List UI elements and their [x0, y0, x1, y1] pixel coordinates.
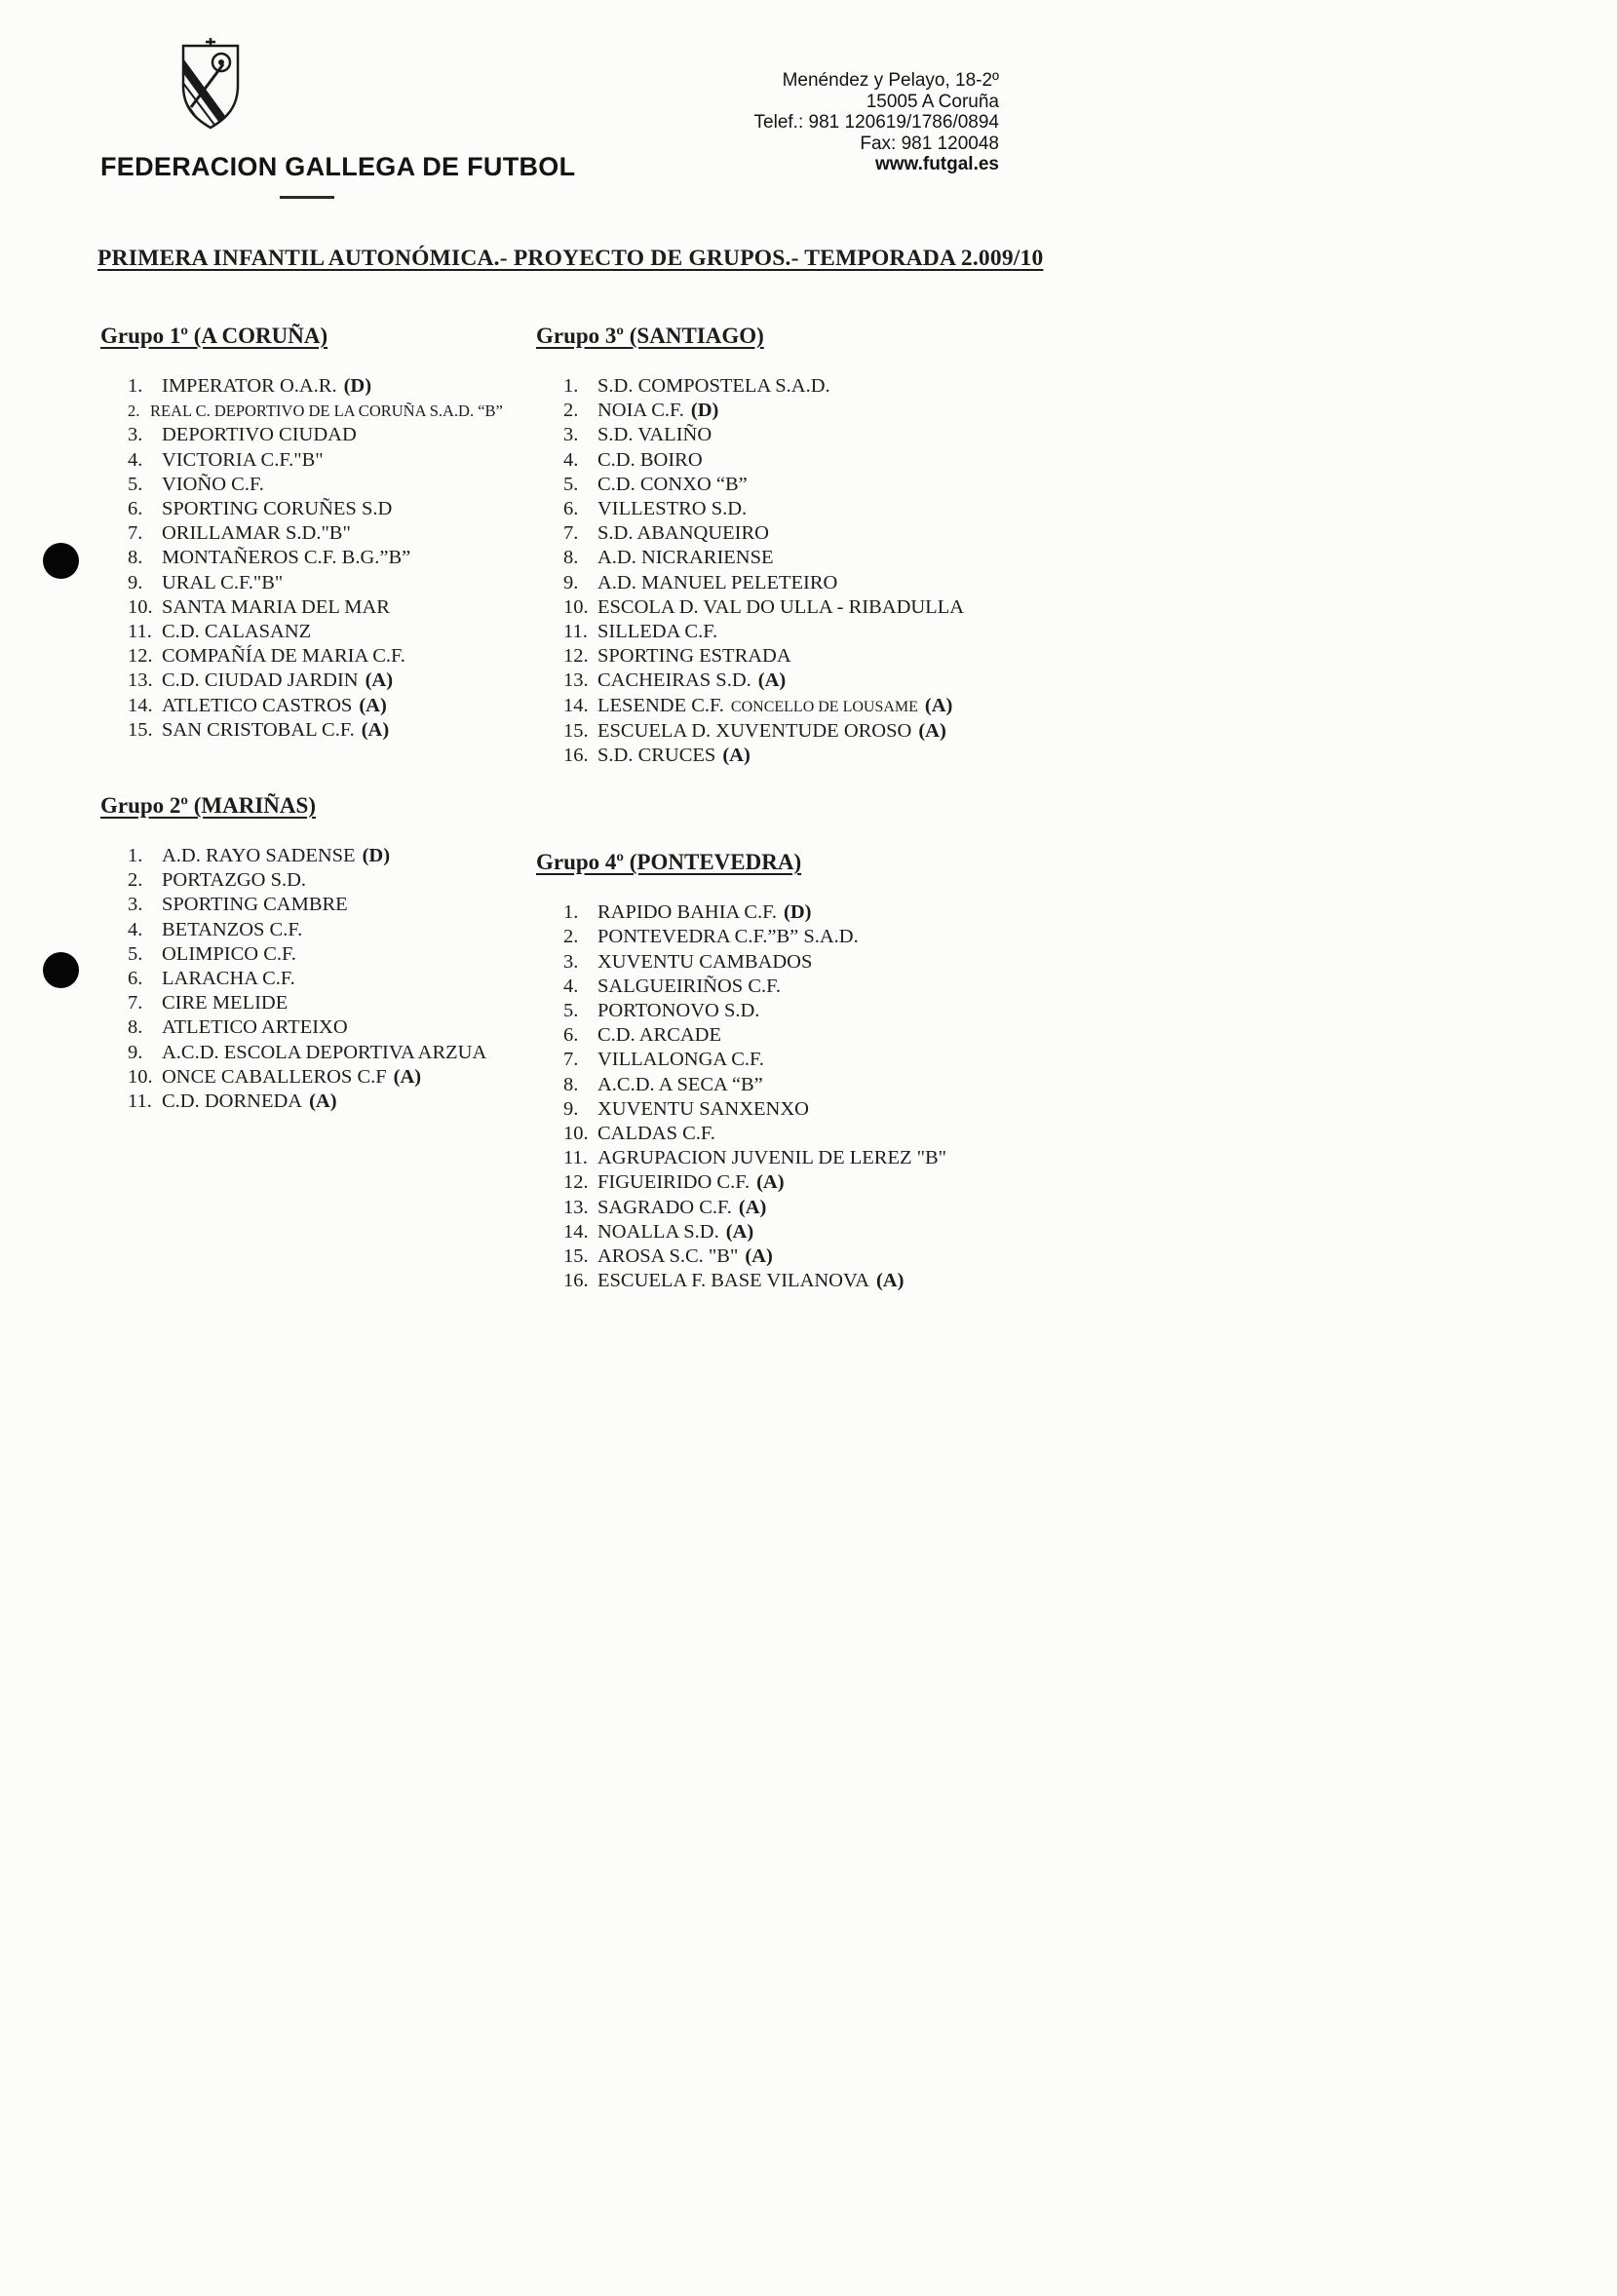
team-number: 15. — [128, 718, 153, 741]
team-name: A.D. NICRARIENSE — [597, 547, 774, 569]
team-number: 8. — [563, 547, 579, 569]
team-row — [563, 900, 1062, 925]
org-name-underline — [280, 196, 334, 199]
hole-punch — [43, 543, 79, 579]
team-row — [128, 473, 549, 497]
team-row — [563, 497, 1062, 521]
website-text: www.futgal.es — [874, 154, 999, 174]
team-row — [563, 448, 1062, 473]
team-number: 6. — [563, 1024, 579, 1047]
team-row — [563, 423, 1062, 447]
team-name: ATLETICO CASTROS — [162, 694, 353, 716]
team-row — [128, 918, 549, 942]
team-name: FIGUEIRIDO C.F. — [597, 1171, 751, 1194]
team-category-badge: (A) — [359, 694, 387, 716]
team-name: SPORTING CORUÑES S.D — [162, 498, 393, 520]
team-row — [128, 448, 549, 473]
team-category-badge: (D) — [784, 901, 812, 924]
team-number: 15. — [563, 719, 589, 742]
team-row — [128, 1090, 549, 1114]
team-name: ESCOLA D. VAL DO ULLA - RIBADULLA — [597, 595, 965, 618]
team-list-4 — [536, 900, 1062, 1293]
team-row — [563, 694, 1062, 719]
team-name: VILLESTRO S.D. — [597, 498, 748, 520]
fax-line: Fax: 981 120048 — [860, 133, 999, 154]
group-heading-2: Grupo 2º (MARIÑAS) — [100, 793, 316, 819]
team-name: PORTONOVO S.D. — [597, 1000, 760, 1022]
team-row — [563, 1122, 1062, 1146]
team-name: COMPAÑÍA DE MARIA C.F. — [162, 645, 405, 668]
team-name: A.C.D. ESCOLA DEPORTIVA ARZUA — [162, 1041, 487, 1063]
team-list-1 — [100, 374, 549, 743]
left-column — [100, 322, 549, 1114]
team-name: C.D. CONXO “B” — [597, 473, 748, 495]
team-number: 13. — [563, 1196, 589, 1218]
team-name: VILLALONGA C.F. — [597, 1049, 764, 1071]
team-number: 8. — [128, 1016, 143, 1039]
team-category-badge: (A) — [745, 1245, 773, 1268]
team-category-badge: (A) — [309, 1091, 337, 1113]
team-row — [128, 967, 549, 991]
team-name: C.D. DORNEDA — [162, 1091, 303, 1113]
team-name: SALGUEIRIÑOS C.F. — [597, 975, 782, 997]
team-category-badge: (A) — [738, 1196, 767, 1218]
team-row — [128, 374, 549, 399]
team-name: VICTORIA C.F."B" — [162, 448, 324, 471]
team-number: 13. — [563, 670, 589, 692]
team-name: S.D. ABANQUEIRO — [597, 522, 769, 545]
team-category-badge: (A) — [875, 1270, 905, 1292]
team-name: XUVENTU SANXENXO — [597, 1097, 809, 1120]
team-number: 5. — [563, 473, 579, 495]
team-number: 1. — [563, 901, 579, 924]
team-number: 10. — [563, 1123, 589, 1145]
team-number: 8. — [563, 1073, 579, 1095]
team-row — [563, 719, 1062, 744]
team-list-2 — [100, 844, 549, 1114]
team-row — [563, 1048, 1062, 1072]
team-row — [563, 1269, 1062, 1293]
team-row — [128, 595, 549, 620]
team-row — [128, 844, 549, 868]
team-number: 5. — [128, 473, 143, 495]
federation-crest-icon — [178, 37, 243, 133]
team-category-badge: (A) — [756, 1171, 785, 1194]
team-row — [128, 620, 549, 644]
group-section-3 — [536, 322, 1062, 768]
team-number: 12. — [563, 1171, 589, 1194]
team-number: 10. — [128, 595, 153, 618]
team-name: LESENDE C.F. — [597, 694, 724, 716]
team-number: 9. — [128, 571, 143, 593]
contact-block — [643, 70, 999, 175]
team-number: 2. — [128, 402, 140, 421]
team-name: DEPORTIVO CIUDAD — [162, 424, 357, 446]
team-name: SANTA MARIA DEL MAR — [162, 595, 390, 618]
group-heading-1: Grupo 1º (A CORUÑA) — [100, 324, 328, 348]
team-number: 10. — [128, 1065, 153, 1088]
team-row — [563, 1097, 1062, 1122]
team-number: 1. — [128, 845, 143, 867]
team-name: SPORTING ESTRADA — [597, 645, 791, 668]
team-category-badge: (D) — [343, 375, 372, 397]
team-row — [128, 497, 549, 521]
team-name: ORILLAMAR S.D."B" — [162, 522, 351, 545]
team-number: 1. — [128, 375, 143, 397]
team-row — [563, 620, 1062, 644]
team-number: 2. — [563, 400, 579, 422]
team-number: 5. — [563, 1000, 579, 1022]
team-number: 11. — [128, 621, 152, 643]
team-name: CACHEIRAS S.D. — [597, 670, 751, 692]
team-name-small: CONCELLO DE LOUSAME — [730, 698, 918, 715]
team-row — [128, 399, 549, 423]
team-name: A.D. RAYO SADENSE — [162, 845, 356, 867]
team-row — [563, 1073, 1062, 1097]
team-row — [563, 1244, 1062, 1269]
team-row — [563, 925, 1062, 949]
team-number: 4. — [563, 975, 579, 997]
team-name: SAGRADO C.F. — [597, 1196, 732, 1218]
team-number: 4. — [128, 918, 143, 940]
team-name: C.D. CIUDAD JARDIN — [162, 670, 359, 692]
team-name: MONTAÑEROS C.F. B.G.”B” — [162, 547, 411, 569]
team-name: C.D. BOIRO — [597, 448, 703, 471]
team-name: VIOÑO C.F. — [162, 473, 264, 495]
team-row — [563, 975, 1062, 999]
team-number: 7. — [563, 522, 579, 545]
team-row — [563, 999, 1062, 1023]
group-section-1 — [100, 322, 549, 743]
team-number: 3. — [563, 424, 579, 446]
team-name: XUVENTU CAMBADOS — [597, 950, 813, 973]
team-row — [128, 521, 549, 546]
team-name: SILLEDA C.F. — [597, 621, 718, 643]
group-section-2 — [100, 791, 549, 1114]
team-name: AROSA S.C. "B" — [597, 1245, 739, 1268]
team-number: 7. — [128, 522, 143, 545]
team-name: IMPERATOR O.A.R. — [162, 375, 337, 397]
right-column — [536, 322, 1062, 1294]
team-row — [128, 644, 549, 669]
team-number: 4. — [128, 448, 143, 471]
team-number: 12. — [563, 645, 589, 668]
team-number: 10. — [563, 595, 589, 618]
team-row — [128, 718, 549, 743]
team-name: SAN CRISTOBAL C.F. — [162, 718, 355, 741]
team-category-badge: (D) — [362, 845, 391, 867]
team-row — [128, 1041, 549, 1065]
team-number: 3. — [563, 950, 579, 973]
team-name: A.D. MANUEL PELETEIRO — [597, 571, 838, 593]
team-number: 2. — [128, 869, 143, 892]
team-row — [128, 546, 549, 570]
team-number: 3. — [128, 894, 143, 916]
team-name: S.D. VALIÑO — [597, 424, 712, 446]
team-number: 16. — [563, 745, 589, 767]
team-number: 9. — [563, 571, 579, 593]
team-category-badge: (A) — [725, 1220, 754, 1243]
team-name: REAL C. DEPORTIVO DE LA CORUÑA S.A.D. “B” — [150, 402, 503, 421]
group-heading-3: Grupo 3º (SANTIAGO) — [536, 324, 764, 348]
team-row — [128, 991, 549, 1015]
team-number: 9. — [563, 1097, 579, 1120]
team-name: URAL C.F."B" — [162, 571, 284, 593]
team-row — [128, 1065, 549, 1090]
team-category-badge: (A) — [918, 719, 946, 742]
team-category-badge: (A) — [757, 670, 787, 692]
team-row — [563, 1170, 1062, 1195]
team-number: 8. — [128, 547, 143, 569]
team-list-3 — [536, 374, 1062, 768]
team-category-badge: (A) — [393, 1065, 422, 1088]
phone-line: Telef.: 981 120619/1786/0894 — [753, 112, 999, 133]
team-name: LARACHA C.F. — [162, 968, 295, 990]
team-row — [128, 423, 549, 447]
team-name: ESCUELA D. XUVENTUDE OROSO — [597, 719, 912, 742]
team-row — [563, 571, 1062, 595]
team-category-badge: (A) — [924, 694, 953, 716]
team-name: S.D. CRUCES — [597, 745, 716, 767]
team-row — [563, 546, 1062, 570]
hole-punch — [43, 952, 79, 988]
document-title: PRIMERA INFANTIL AUTONÓMICA.- PROYECTO DE GRUPOS.- TEMPORADA 2.009/10 — [97, 246, 1044, 271]
team-number: 9. — [128, 1041, 143, 1063]
team-number: 11. — [563, 1147, 588, 1169]
team-number: 1. — [563, 375, 579, 397]
team-number: 6. — [128, 968, 143, 990]
team-row — [563, 950, 1062, 975]
team-row — [128, 694, 549, 718]
team-row — [563, 744, 1062, 768]
team-row — [563, 1220, 1062, 1244]
team-name: ATLETICO ARTEIXO — [162, 1016, 348, 1039]
team-name: S.D. COMPOSTELA S.A.D. — [597, 375, 830, 397]
team-number: 11. — [563, 621, 588, 643]
team-number: 16. — [563, 1270, 589, 1292]
team-number: 7. — [563, 1049, 579, 1071]
team-number: 12. — [128, 645, 153, 668]
team-row — [563, 1146, 1062, 1170]
group-section-4 — [536, 848, 1062, 1293]
team-name: CIRE MELIDE — [162, 992, 289, 1014]
team-name: ONCE CABALLEROS C.F — [162, 1065, 387, 1088]
team-number: 15. — [563, 1245, 589, 1268]
team-row — [563, 595, 1062, 620]
team-number: 11. — [128, 1091, 152, 1113]
team-name: SPORTING CAMBRE — [162, 894, 348, 916]
team-category-badge: (D) — [690, 400, 719, 422]
team-number: 2. — [563, 926, 579, 948]
team-name: ESCUELA F. BASE VILANOVA — [597, 1270, 869, 1292]
team-category-badge: (A) — [365, 670, 394, 692]
team-name: NOIA C.F. — [597, 400, 684, 422]
team-name: CALDAS C.F. — [597, 1123, 715, 1145]
team-name: C.D. CALASANZ — [162, 621, 312, 643]
team-row — [563, 521, 1062, 546]
team-number: 14. — [128, 694, 153, 716]
org-name: FEDERACION GALLEGA DE FUTBOL — [100, 152, 576, 181]
team-number: 4. — [563, 448, 579, 471]
team-number: 13. — [128, 670, 153, 692]
team-row — [128, 669, 549, 693]
team-category-badge: (A) — [361, 718, 390, 741]
team-row — [563, 399, 1062, 423]
team-number: 7. — [128, 992, 143, 1014]
address-line-1: Menéndez y Pelayo, 18-2º — [782, 70, 999, 91]
team-row — [563, 644, 1062, 669]
team-name: C.D. ARCADE — [597, 1024, 722, 1047]
team-row — [563, 374, 1062, 399]
team-number: 14. — [563, 694, 589, 716]
team-row — [563, 1023, 1062, 1048]
team-row — [128, 571, 549, 595]
team-category-badge: (A) — [722, 745, 751, 767]
team-row — [128, 942, 549, 967]
team-name: AGRUPACION JUVENIL DE LEREZ "B" — [597, 1147, 947, 1169]
team-row — [128, 893, 549, 917]
team-number: 6. — [128, 498, 143, 520]
team-name: OLIMPICO C.F. — [162, 942, 296, 965]
team-name: A.C.D. A SECA “B” — [597, 1073, 763, 1095]
team-name: BETANZOS C.F. — [162, 918, 303, 940]
team-row — [563, 1196, 1062, 1220]
team-number: 5. — [128, 942, 143, 965]
team-name: NOALLA S.D. — [597, 1220, 719, 1243]
team-name: PORTAZGO S.D. — [162, 869, 307, 892]
federation-logo — [178, 37, 243, 137]
group-heading-4: Grupo 4º (PONTEVEDRA) — [536, 850, 802, 875]
team-name: RAPIDO BAHIA C.F. — [597, 901, 778, 924]
team-row — [563, 669, 1062, 693]
team-row — [128, 868, 549, 893]
team-row — [563, 473, 1062, 497]
team-number: 14. — [563, 1220, 589, 1243]
address-line-2: 15005 A Coruña — [866, 91, 999, 112]
team-number: 6. — [563, 498, 579, 520]
team-name: PONTEVEDRA C.F.”B” S.A.D. — [597, 926, 859, 948]
team-row — [128, 1015, 549, 1040]
team-number: 3. — [128, 424, 143, 446]
